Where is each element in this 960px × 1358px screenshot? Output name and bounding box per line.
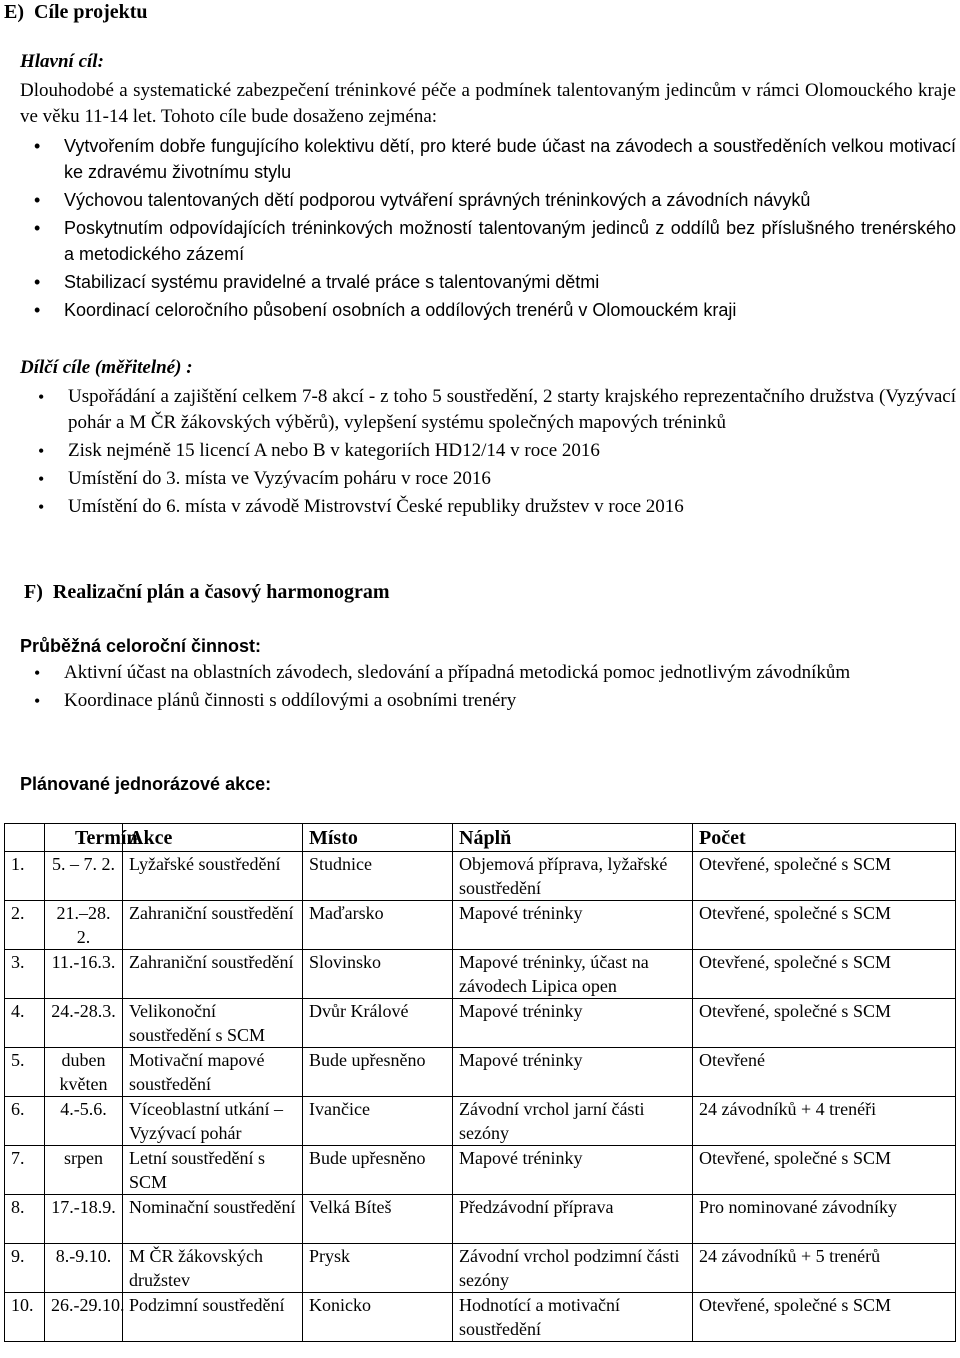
list-item: • Aktivní účast na oblastních závodech, sledování a případná metodická pomoc jednotlivým závodníkům (20, 660, 956, 686)
cell-count: Otevřené, společné s SCM (693, 901, 956, 950)
cell-content: Objemová příprava, lyžařské soustředění (453, 852, 693, 901)
cell-count: Otevřené, společné s SCM (693, 950, 956, 999)
cell-place: Studnice (303, 852, 453, 901)
cell-number: 1. (5, 852, 45, 901)
cell-number: 7. (5, 1146, 45, 1195)
ongoing-label: Průběžná celoroční činnost: (20, 636, 262, 656)
cell-place: Slovinsko (303, 950, 453, 999)
table-row (5, 999, 956, 1048)
column-header-term: Termín (45, 824, 123, 852)
cell-number: 5. (5, 1048, 45, 1097)
cell-number: 6. (5, 1097, 45, 1146)
cell-term: 11.-16.3. (45, 950, 123, 999)
cell-content: Mapové tréninky (453, 1048, 693, 1097)
table-row (5, 1146, 956, 1195)
cell-event: Zahraniční soustředění (123, 901, 303, 950)
cell-count: Otevřené, společné s SCM (693, 999, 956, 1048)
list-item: • Stabilizací systému pravidelné a trvalé práce s talentovanými dětmi (20, 269, 956, 295)
cell-event: Motivační mapové soustředění (123, 1048, 303, 1097)
cell-term: 24.-28.3. (45, 999, 123, 1048)
partial-goals-list (24, 384, 956, 520)
list-item: • Uspořádání a zajištění celkem 7-8 akcí - z toho 5 soustředění, 2 starty krajského reprezentačního družstva (Vyzývací pohár a M ČR žákovských výběrů), vylepšení systému společných mapových tréninků (24, 384, 956, 436)
cell-event: Letní soustředění s SCM (123, 1146, 303, 1195)
cell-place: Bude upřesněno (303, 1146, 453, 1195)
table-row (5, 1244, 956, 1293)
cell-content: Závodní vrchol podzimní části sezóny (453, 1244, 693, 1293)
column-header-count: Počet (693, 824, 956, 852)
cell-content: Mapové tréninky (453, 1146, 693, 1195)
cell-number: 3. (5, 950, 45, 999)
cell-term: 26.-29.10. (45, 1293, 123, 1342)
cell-term: 17.-18.9. (45, 1195, 123, 1244)
list-item: • Zisk nejméně 15 licencí A nebo B v kategoriích HD12/14 v roce 2016 (24, 438, 956, 464)
partial-goals-label: Dílčí cíle (měřitelné) : (20, 357, 193, 378)
table-row (5, 1293, 956, 1342)
main-goal-list (20, 133, 956, 323)
cell-count: 24 závodníků + 5 trenérů (693, 1244, 956, 1293)
column-header-number (5, 824, 45, 852)
cell-content: Mapové tréninky (453, 901, 693, 950)
cell-content: Mapové tréninky (453, 999, 693, 1048)
table-row (5, 1195, 956, 1244)
cell-count: Otevřené, společné s SCM (693, 1146, 956, 1195)
cell-event: M ČR žákovských družstev (123, 1244, 303, 1293)
column-header-event: Akce (123, 824, 303, 852)
cell-number: 8. (5, 1195, 45, 1244)
cell-place: Velká Bíteš (303, 1195, 453, 1244)
table-row (5, 950, 956, 999)
cell-count: 24 závodníků + 4 trenéři (693, 1097, 956, 1146)
cell-number: 2. (5, 901, 45, 950)
cell-number: 9. (5, 1244, 45, 1293)
cell-term: 8.-9.10. (45, 1244, 123, 1293)
cell-number: 10. (5, 1293, 45, 1342)
cell-term: 21.–28. 2. (45, 901, 123, 950)
table-row (5, 901, 956, 950)
cell-term: 4.-5.6. (45, 1097, 123, 1146)
section-f-title: F) Realizační plán a časový harmonogram (24, 581, 390, 603)
cell-place: Ivančice (303, 1097, 453, 1146)
cell-term: duben květen (45, 1048, 123, 1097)
cell-content: Předzávodní příprava (453, 1195, 693, 1244)
cell-place: Maďarsko (303, 901, 453, 950)
list-item: • Výchovou talentovaných dětí podporou vytváření správných tréninkových a závodních návyků (20, 187, 956, 213)
list-item: • Umístění do 6. místa v závodě Mistrovství České republiky družstev v roce 2016 (24, 494, 956, 520)
cell-count: Pro nominované závodníky (693, 1195, 956, 1244)
cell-count: Otevřené, společné s SCM (693, 1293, 956, 1342)
cell-place: Prysk (303, 1244, 453, 1293)
cell-count: Otevřené, společné s SCM (693, 852, 956, 901)
cell-event: Podzimní soustředění (123, 1293, 303, 1342)
cell-term: 5. – 7. 2. (45, 852, 123, 901)
events-table (4, 823, 956, 1342)
cell-place: Bude upřesněno (303, 1048, 453, 1097)
table-row (5, 1097, 956, 1146)
section-e-title: E) Cíle projektu (4, 1, 148, 23)
ongoing-list (20, 660, 956, 714)
cell-event: Zahraniční soustředění (123, 950, 303, 999)
cell-content: Hodnotící a motivační soustředění (453, 1293, 693, 1342)
cell-content: Závodní vrchol jarní části sezóny (453, 1097, 693, 1146)
list-item: • Koordinace plánů činnosti s oddílovými a osobními trenéry (20, 688, 956, 714)
planned-label: Plánované jednorázové akce: (20, 774, 272, 794)
list-item: • Vytvořením dobře fungujícího kolektivu dětí, pro které bude účast na závodech a soustředěních velkou motivací ke zdravému životnímu stylu (20, 133, 956, 185)
cell-event: Lyžařské soustředění (123, 852, 303, 901)
cell-place: Dvůr Králové (303, 999, 453, 1048)
column-header-content: Náplň (453, 824, 693, 852)
cell-content: Mapové tréninky, účast na závodech Lipica open (453, 950, 693, 999)
cell-term: srpen (45, 1146, 123, 1195)
cell-event: Velikonoční soustředění s SCM (123, 999, 303, 1048)
cell-count: Otevřené (693, 1048, 956, 1097)
cell-event: Nominační soustředění (123, 1195, 303, 1244)
table-row (5, 852, 956, 901)
table-row (5, 1048, 956, 1097)
column-header-place: Místo (303, 824, 453, 852)
list-item: • Umístění do 3. místa ve Vyzývacím poháru v roce 2016 (24, 466, 956, 492)
list-item: • Koordinací celoročního působení osobních a oddílových trenérů v Olomouckém kraji (20, 297, 956, 323)
table-header-row (5, 824, 956, 852)
cell-place: Konicko (303, 1293, 453, 1342)
main-goal-label: Hlavní cíl: (20, 51, 104, 72)
cell-event: Víceoblastní utkání – Vyzývací pohár (123, 1097, 303, 1146)
list-item: • Poskytnutím odpovídajících tréninkových možností talentovaným jedinců z oddílů bez příslušného trenérského a metodického zázemí (20, 215, 956, 267)
cell-number: 4. (5, 999, 45, 1048)
main-goal-text: Dlouhodobé a systematické zabezpečení tréninkové péče a podmínek talentovaným jedincům v rámci Olomouckého kraje ve věku 11-14 let. Tohoto cíle bude dosaženo zejména: (20, 80, 956, 127)
